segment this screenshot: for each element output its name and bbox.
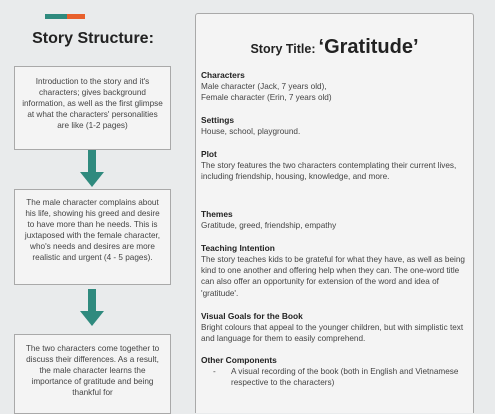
down-arrow-icon [80,289,104,327]
characters-section [201,70,468,103]
characters-line-2: Female character (Erin, 7 years old) [201,93,332,103]
teaching-intention-section [201,243,468,299]
story-title-label: Story Title: [250,42,316,56]
settings-heading: Settings [201,115,235,125]
plot-heading: Plot [201,149,217,159]
structure-step-3: The two characters come together to discuss their differences. As a result, the male character learns the importance of gratitude and being thankful for [14,334,171,414]
settings-section [201,115,468,137]
themes-text: Gratitude, greed, friendship, empathy [201,221,337,230]
teaching-intention-text: The story teaches kids to be grateful for what they have, as well as being kind to one another and offering help when they can. The one-word title can also offer an opportunity for extension of the word and idea of 'gratitude'. [201,255,465,298]
accent-bar-orange [67,14,85,19]
characters-line-1: Male character (Jack, 7 years old), [201,82,327,91]
visual-goals-section [201,311,468,344]
other-components-section [201,355,468,388]
accent-bar-teal [45,14,67,19]
other-components-item: A visual recording of the book (both in English and Vietnamese respective to the characters) [231,367,459,388]
structure-step-2: The male character complains about his life, showing his greed and desire to have more than he needs. This is juxtaposed with the female character, who's needs and desires are more realistic and urgent (4 - 5 pages). [14,189,171,285]
plot-section [201,149,468,182]
other-components-heading: Other Components [201,355,277,365]
bullet-dash: - [213,367,216,376]
teaching-intention-heading: Teaching Intention [201,243,275,253]
story-title-name: ‘Gratitude’ [318,36,419,58]
themes-section [201,209,468,231]
list-item [213,366,468,388]
themes-heading: Themes [201,209,233,219]
structure-step-1: Introduction to the story and it's characters; gives background information, as well as the first glimpse at what the characters' personalities are like (1-2 pages) [14,66,171,150]
settings-text: House, school, playground. [201,127,301,136]
visual-goals-heading: Visual Goals for the Book [201,311,303,321]
story-title [196,36,473,59]
story-details-panel [195,13,474,413]
visual-goals-text: Bright colours that appeal to the younger children, but with simplistic text and language for them to easily comprehend. [201,323,464,344]
down-arrow-icon [80,150,104,188]
characters-heading: Characters [201,70,245,80]
story-structure-title: Story Structure: [32,30,154,47]
plot-text: The story features the two characters contemplating their current lives, including friendship, housing, knowledge, and more. [201,161,457,182]
